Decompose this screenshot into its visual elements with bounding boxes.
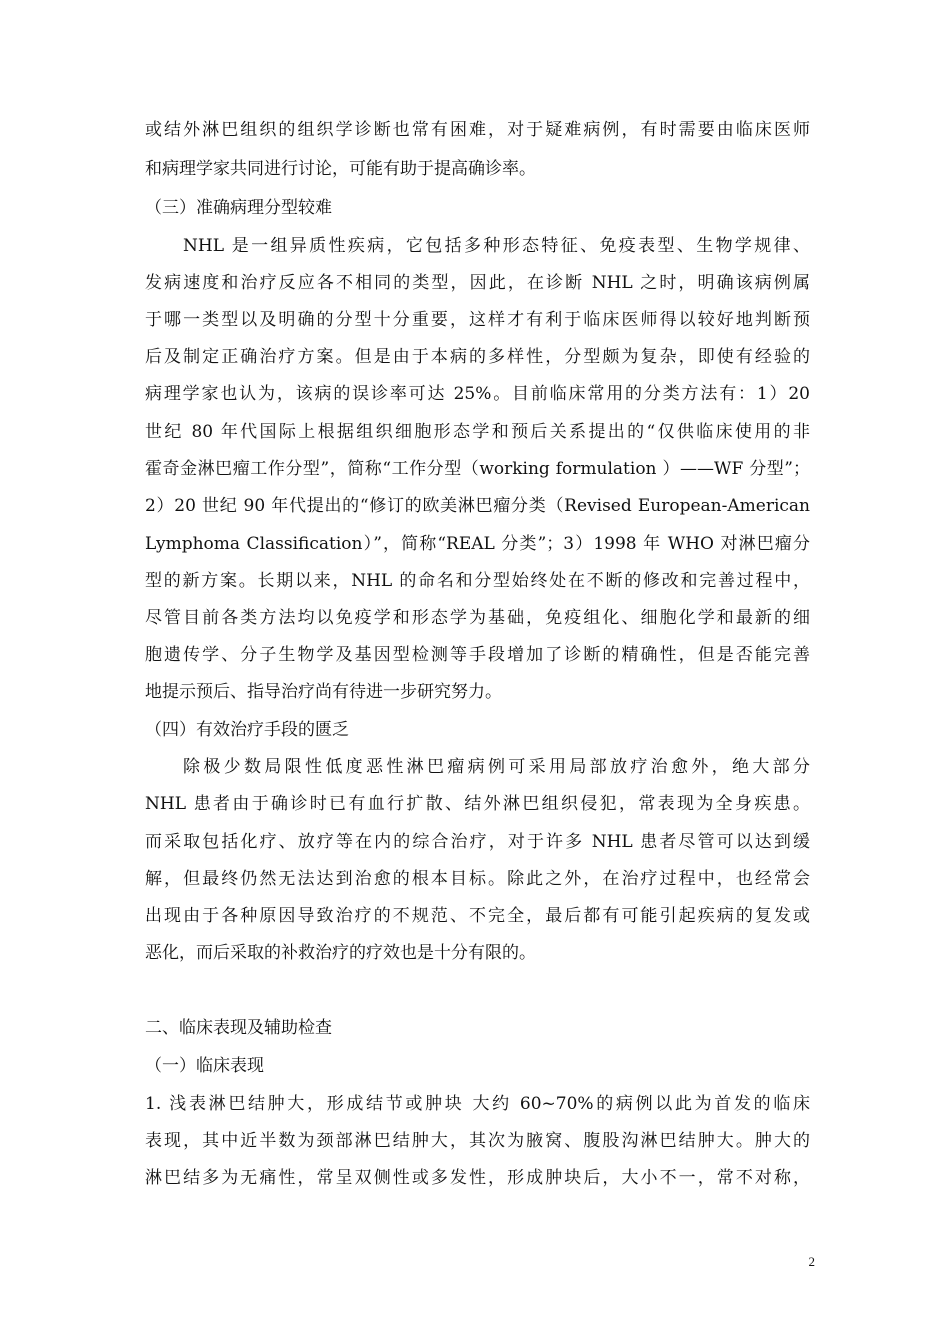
body-text-line: 地提示预后、指导治疗尚有待进一步研究努力。 [145,682,502,702]
body-text-line: 发病速度和治疗反应各不相同的类型，因此，在诊断 NHL 之时，明确该病例属 [145,273,810,293]
body-text-line: 除极少数局限性低度恶性淋巴瘤病例可采用局部放疗治愈外，绝大部分 [183,757,810,777]
body-text-line: 型的新方案。长期以来，NHL 的命名和分型始终处在不断的修改和完善过程中， [145,571,810,591]
page-number: 2 [808,1254,815,1269]
body-text-line: Lymphoma Classification）”，简称“REAL 分类”；3）1998 年 WHO 对淋巴瘤分 [145,534,810,554]
body-text-line: 于哪一类型以及明确的分型十分重要，这样才有利于临床医师得以较好地判断预 [145,310,810,330]
body-text-line: 表现，其中近半数为颈部淋巴结肿大，其次为腋窝、腹股沟淋巴结肿大。肿大的 [145,1131,810,1151]
body-text-line: 后及制定正确治疗方案。但是由于本病的多样性，分型颇为复杂，即使有经验的 [145,347,810,367]
body-text-line: 胞遗传学、分子生物学及基因型检测等手段增加了诊断的精确性，但是否能完善 [145,645,810,665]
chapter-heading: 二、临床表现及辅助检查 [145,1018,332,1038]
section-heading: （一）临床表现 [145,1056,264,1076]
body-text-line: NHL 是一组异质性疾病，它包括多种形态特征、免疫表型、生物学规律、 [183,236,810,256]
body-text-line: 出现由于各种原因导致治疗的不规范、不完全，最后都有可能引起疾病的复发或 [145,906,810,926]
body-text-line: 和病理学家共同进行讨论，可能有助于提高确诊率。 [145,159,536,179]
body-text-line: 世纪 80 年代国际上根据组织细胞形态学和预后关系提出的“仅供临床使用的非 [145,422,810,442]
body-text-line: 2）20 世纪 90 年代提出的“修订的欧美淋巴瘤分类（Revised European-American [145,496,810,516]
body-text-line: 解，但最终仍然无法达到治愈的根本目标。除此之外，在治疗过程中，也经常会 [145,869,810,889]
body-text-line: 尽管目前各类方法均以免疫学和形态学为基础，免疫组化、细胞化学和最新的细 [145,608,810,628]
body-text-line: 而采取包括化疗、放疗等在内的综合治疗，对于许多 NHL 患者尽管可以达到缓 [145,832,810,852]
body-text-line: 病理学家也认为，该病的误诊率可达 25%。目前临床常用的分类方法有：1）20 [145,384,810,404]
body-text-line: 1. 浅表淋巴结肿大，形成结节或肿块 大约 60~70%的病例以此为首发的临床 [145,1094,810,1114]
body-text-line: NHL 患者由于确诊时已有血行扩散、结外淋巴组织侵犯，常表现为全身疾患。 [145,794,810,814]
body-text-line: 恶化，而后采取的补救治疗的疗效也是十分有限的。 [145,943,536,963]
body-text-line: 或结外淋巴组织的组织学诊断也常有困难，对于疑难病例，有时需要由临床医师 [145,120,810,140]
section-heading: （四）有效治疗手段的匮乏 [145,720,349,740]
body-text-line: 淋巴结多为无痛性，常呈双侧性或多发性，形成肿块后，大小不一，常不对称， [145,1168,810,1188]
section-heading: （三）准确病理分型较难 [145,198,332,218]
body-text-line: 霍奇金淋巴瘤工作分型”，简称“工作分型（working formulation ）——WF 分型”； [145,459,810,479]
